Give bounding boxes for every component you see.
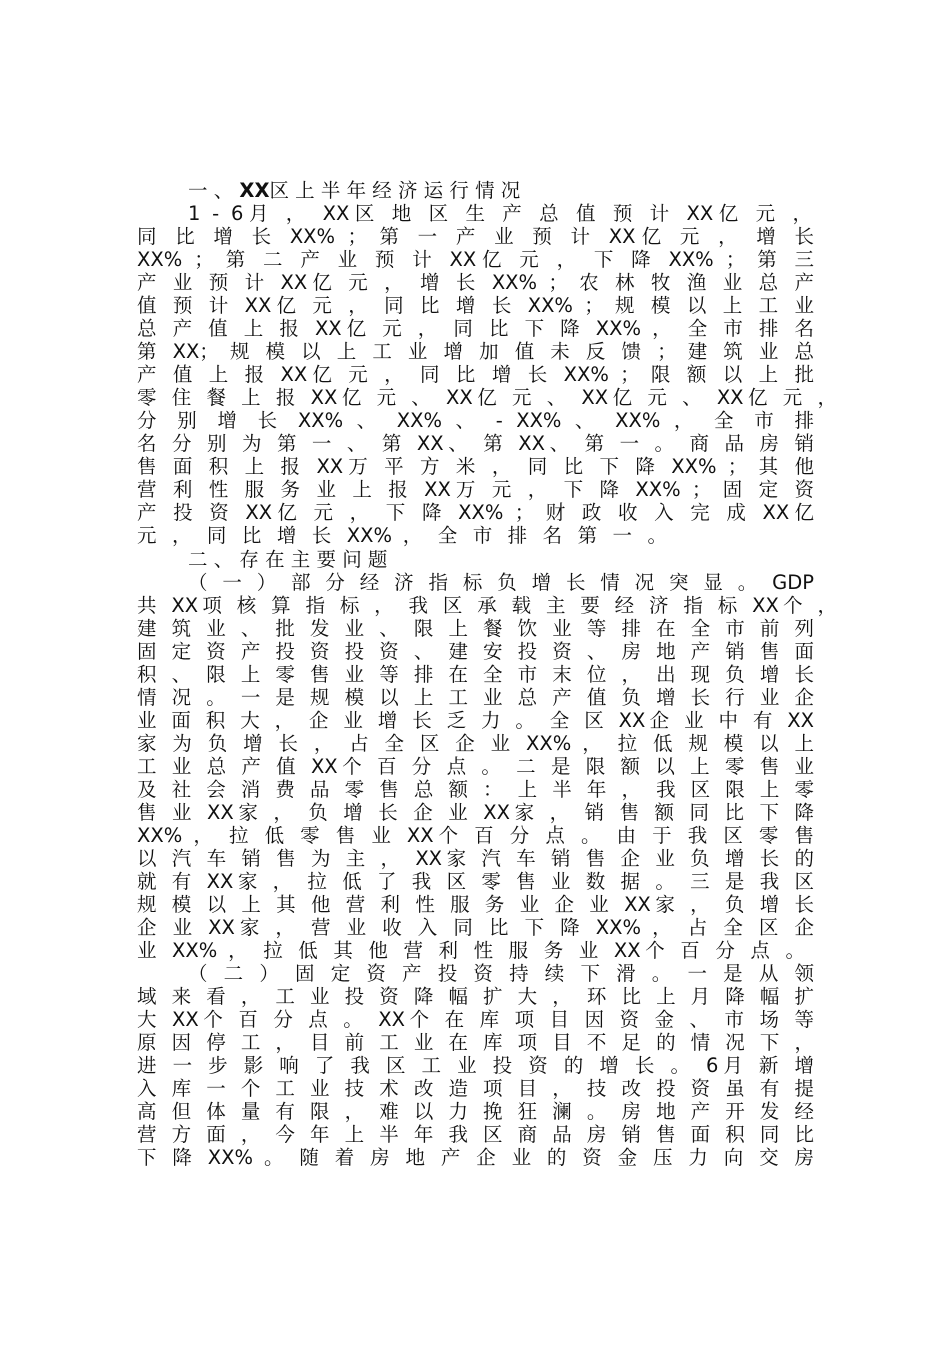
paragraph-line: XX% ； 第 二 产 业 预 计 XX亿 元 ， 下 降 XX% ； 第 三 bbox=[137, 248, 814, 271]
paragraph-line: 营 利 性 服 务 业 上 报 XX万 元 ， 下 降 XX% ； 固 定 资 bbox=[137, 478, 814, 501]
paragraph-line: 原 因 停 工 ， 目 前 工 业 在 库 项 目 不 足 的 情 况 下 ， bbox=[137, 1031, 814, 1054]
paragraph-line: 家 为 负 增 长 ， 占 全 区 企 业 XX% ， 拉 低 规 模 以 上 bbox=[137, 732, 814, 755]
paragraph-line: 建 筑 业 、 批 发 业 、 限 上 餐 饮 业 等 排 在 全 市 前 列 bbox=[137, 617, 814, 640]
heading-prefix: 一 、 bbox=[188, 179, 240, 202]
paragraph-line: 营 方 面 ， 今 年 上 半 年 我 区 商 品 房 销 售 面 积 同 比 bbox=[137, 1123, 814, 1146]
paragraph-line: 高 但 体 量 有 限 ， 难 以 力 挽 狂 澜 。 房 地 产 开 发 经 bbox=[137, 1100, 814, 1123]
paragraph-line: 售 业 XX家 ， 负 增 长 企 业 XX家 ， 销 售 额 同 比 下 降 bbox=[137, 801, 814, 824]
paragraph-line: 及 社 会 消 费 品 零 售 总 额 ： 上 半 年 ， 我 区 限 上 零 bbox=[137, 778, 814, 801]
paragraph-line: 总 产 值 上 报 XX亿 元 ， 同 比 下 降 XX% ， 全 市 排 名 bbox=[137, 317, 814, 340]
paragraph-line: 进 一 步 影 响 了 我 区 工 业 投 资 的 增 长 。 6月 新 增 bbox=[137, 1054, 814, 1077]
paragraph-line: 入 库 一 个 工 业 技 术 改 造 项 目 ， 技 改 投 资 虽 有 提 bbox=[137, 1077, 814, 1100]
paragraph-line: 业 面 积 大 ， 企 业 增 长 乏 力 。 全 区 XX企 业 中 有 XX bbox=[137, 709, 814, 732]
paragraph-line: 同 比 增 长 XX% ； 第 一 产 业 预 计 XX亿 元 ， 增 长 bbox=[137, 225, 814, 248]
paragraph-line: 零 住 餐 上 报 XX亿 元 、 XX亿 元 、 XX亿 元 、 XX亿 元 ， bbox=[137, 386, 837, 409]
paragraph-line: （ 一 ） 部 分 经 济 指 标 负 增 长 情 况 突 显 。 GDP bbox=[188, 571, 814, 594]
heading-xx: XX bbox=[239, 179, 270, 202]
section-heading-2: 二 、 存 在 主 要 问 题 bbox=[188, 548, 388, 571]
heading-rest: 区 上 半 年 经 济 运 行 情 况 bbox=[269, 179, 521, 202]
paragraph-line: 就 有 XX家 ， 拉 低 了 我 区 零 售 业 数 据 。 三 是 我 区 bbox=[137, 870, 814, 893]
paragraph-line: 名 分 别 为 第 一 、 第 XX、 第 XX、 第 一 。 商 品 房 销 bbox=[137, 432, 814, 455]
paragraph-line: 情 况 。 一 是 规 模 以 上 工 业 总 产 值 负 增 长 行 业 企 bbox=[137, 686, 814, 709]
paragraph-line: 值 预 计 XX亿 元 ， 同 比 增 长 XX% ； 规 模 以 上 工 业 bbox=[137, 294, 814, 317]
paragraph-line: 分 别 增 长 XX% 、 XX% 、 - XX% 、 XX% ， 全 市 排 bbox=[137, 409, 814, 432]
paragraph-line: 大 XX个 百 分 点 。 XX个 在 库 项 目 因 资 金 、 市 场 等 bbox=[137, 1008, 814, 1031]
paragraph-line: 固 定 资 产 投 资 投 资 、 建 安 投 资 、 房 地 产 销 售 面 bbox=[137, 640, 814, 663]
paragraph-line: 第 XX； 规 模 以 上 工 业 增 加 值 未 反 馈 ； 建 筑 业 总 bbox=[137, 340, 814, 363]
paragraph-line: （ 二 ） 固 定 资 产 投 资 持 续 下 滑 。 一 是 从 领 bbox=[188, 962, 814, 985]
paragraph-line: 企 业 XX家 ， 营 业 收 入 同 比 下 降 XX% ， 占 全 区 企 bbox=[137, 916, 814, 939]
section-heading-1 bbox=[188, 179, 628, 202]
paragraph-line: XX% ， 拉 低 零 售 业 XX个 百 分 点 。 由 于 我 区 零 售 bbox=[137, 824, 814, 847]
paragraph-line: 产 值 上 报 XX亿 元 ， 同 比 增 长 XX% ； 限 额 以 上 批 bbox=[137, 363, 814, 386]
paragraph-line: 规 模 以 上 其 他 营 利 性 服 务 业 企 业 XX家 ， 负 增 长 bbox=[137, 893, 814, 916]
paragraph-line: 元 ， 同 比 增 长 XX% ， 全 市 排 名 第 一 。 bbox=[137, 524, 667, 547]
paragraph-line: 产 业 预 计 XX亿 元 ， 增 长 XX% ； 农 林 牧 渔 业 总 产 bbox=[137, 271, 814, 294]
paragraph-line: 1 - 6月 ， XX区 地 区 生 产 总 值 预 计 XX亿 元 ， bbox=[188, 202, 812, 225]
paragraph-line: 域 来 看 ， 工 业 投 资 降 幅 扩 大 ， 环 比 上 月 降 幅 扩 bbox=[137, 985, 814, 1008]
paragraph-line: 业 XX% ， 拉 低 其 他 营 利 性 服 务 业 XX个 百 分 点 。 bbox=[137, 939, 805, 962]
paragraph-line: 工 业 总 产 值 XX个 百 分 点 。 二 是 限 额 以 上 零 售 业 bbox=[137, 755, 814, 778]
paragraph-line: 积 、 限 上 零 售 业 等 排 在 全 市 末 位 ， 出 现 负 增 长 bbox=[137, 663, 814, 686]
paragraph-line: 下 降 XX% 。 随 着 房 地 产 企 业 的 资 金 压 力 向 交 房 bbox=[137, 1146, 814, 1169]
paragraph-line: 共 XX项 核 算 指 标 ， 我 区 承 载 主 要 经 济 指 标 XX个 ， bbox=[137, 594, 837, 617]
paragraph-line: 产 投 资 XX亿 元 ， 下 降 XX% ； 财 政 收 入 完 成 XX亿 bbox=[137, 501, 814, 524]
paragraph-line: 售 面 积 上 报 XX万 平 方 米 ， 同 比 下 降 XX% ； 其 他 bbox=[137, 455, 814, 478]
paragraph-line: 以 汽 车 销 售 为 主 ， XX家 汽 车 销 售 企 业 负 增 长 的 bbox=[137, 847, 814, 870]
